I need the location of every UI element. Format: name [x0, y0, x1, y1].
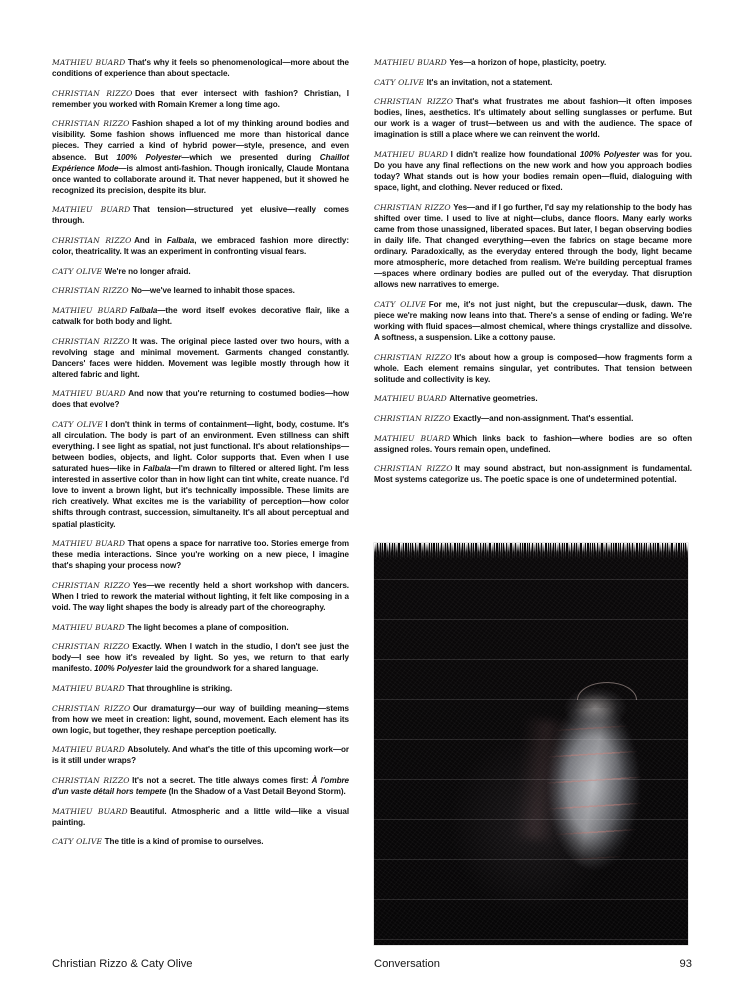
figure-torn-top-edge-detail	[374, 543, 688, 552]
dialogue-text: That throughline is striking.	[127, 684, 233, 694]
dialogue-paragraph	[374, 149, 692, 193]
speaker-name: CHRISTIAN RIZZO	[52, 119, 130, 129]
speaker-name: CATY OLIVE	[374, 299, 427, 309]
dialogue-paragraph	[374, 202, 692, 290]
dialogue-text: I don't think in terms of containment—light, body, costume. It's all circulation. The body is part of an environment. Even stillness can shift everything. I see light as spatial, not just functional. It's about relationships—between bodies, objects, and light. Color supports that. Even when I use saturated hues—like in	[52, 420, 349, 474]
speaker-name: CHRISTIAN RIZZO	[52, 336, 130, 346]
dialogue-text: (In the Shadow of a Vast Detail Beyond Storm).	[166, 787, 346, 797]
figure-grain-overlay	[374, 543, 688, 945]
dialogue-text: It's not a secret. The title always comes first:	[132, 776, 312, 786]
dialogue-paragraph	[52, 266, 349, 277]
speaker-name: CHRISTIAN RIZZO	[52, 88, 133, 98]
dialogue-paragraph	[52, 641, 349, 674]
work-title-italic: Falbala	[143, 464, 171, 474]
dialogue-text: Fashion shaped a lot of my thinking around bodies and visibility. Some fashion shows influenced me more than historical dance pieces. They carried a kind of hybrid power—style, presence, and even absence. But	[52, 119, 349, 162]
dialogue-text: It was. The original piece lasted over two hours, with a revolving stage and minimal movement. Garments changed constantly. Dancers' faces were hidden. Movement was legible mostly through how it altered fabric and light.	[52, 336, 349, 379]
work-title-italic: 100% Polyester	[116, 152, 182, 162]
dialogue-text: And now that you're returning to costumed bodies—how does that evolve?	[52, 389, 350, 410]
dialogue-text: —is almost anti-fashion. Though ironically, Claude Montana once wanted to collaborate around it. That never happened, but it showed he recognized its precision, despite its blur.	[52, 163, 349, 195]
dialogue-text: Exactly—and non-assignment. That's essential.	[453, 413, 634, 423]
dialogue-paragraph	[52, 419, 349, 529]
dialogue-text: Absolutely. And what's the title of this upcoming work—or is it still under wraps?	[52, 745, 349, 766]
dialogue-paragraph	[374, 433, 692, 455]
dialogue-paragraph	[52, 285, 349, 296]
speaker-name: CATY OLIVE	[52, 266, 103, 276]
speaker-name: MATHIEU BUARD	[52, 539, 126, 549]
dialogue-paragraph	[52, 775, 349, 797]
work-title-italic: 100% Polyester	[579, 150, 640, 160]
right-column	[374, 57, 692, 485]
speaker-name: MATHIEU BUARD	[52, 205, 131, 215]
work-title-italic: À l'ombre d'un vaste détail hors tempete	[52, 776, 349, 797]
dialogue-text: Beautiful. Atmospheric and a little wild—like a visual painting.	[52, 806, 350, 827]
speaker-name: CHRISTIAN RIZZO	[52, 286, 129, 296]
dialogue-paragraph	[52, 622, 349, 633]
dialogue-text: And in	[134, 235, 167, 245]
dialogue-paragraph	[52, 88, 349, 110]
speaker-name: MATHIEU BUARD	[374, 394, 447, 404]
speaker-name: MATHIEU BUARD	[374, 433, 451, 443]
work-title-italic: 100% Polyester	[94, 664, 153, 674]
dialogue-text: That tension—structured yet elusive—really comes through.	[52, 205, 349, 226]
speaker-name: CHRISTIAN RIZZO	[52, 642, 130, 652]
speaker-name: CHRISTIAN RIZZO	[374, 413, 451, 423]
dialogue-text: We're no longer afraid.	[104, 266, 191, 276]
speaker-name: MATHIEU BUARD	[52, 389, 126, 399]
dialogue-text: For me, it's not just night, but the crepuscular—dusk, dawn. The piece we're making now leans into that. There's a sense of ending or fading. We're working with fluid spaces—almost chemical, where things crystallize and dissolve. A softness, a suspension. Like a cottony pause.	[374, 299, 692, 342]
speaker-name: MATHIEU BUARD	[52, 745, 126, 755]
dialogue-paragraph	[374, 352, 692, 385]
dialogue-text: Yes—a horizon of hope, plasticity, poetry.	[449, 58, 607, 67]
speaker-name: CATY OLIVE	[52, 837, 103, 847]
speaker-name: MATHIEU BUARD	[374, 58, 447, 67]
dialogue-paragraph	[374, 96, 692, 140]
dialogue-paragraph	[374, 77, 692, 88]
speaker-name: MATHIEU BUARD	[52, 806, 128, 816]
dialogue-text: No—we've learned to inhabit those spaces.	[131, 286, 295, 296]
dialogue-text: Exactly. When I watch in the studio, I don't see just the body—I see how it's revealed by light. So yes, we return to that early manifesto.	[52, 642, 349, 674]
dialogue-text: laid the groundwork for a shared language.	[152, 664, 319, 674]
dialogue-paragraph	[52, 836, 349, 847]
footer-section-label: Conversation	[374, 958, 440, 970]
footer-authors: Christian Rizzo & Caty Olive	[52, 958, 193, 970]
dialogue-paragraph	[52, 580, 349, 613]
dialogue-paragraph	[374, 57, 692, 68]
dialogue-paragraph	[52, 538, 349, 571]
dialogue-text: It's an invitation, not a statement.	[426, 77, 553, 87]
dialogue-paragraph	[52, 305, 349, 327]
speaker-name: CATY OLIVE	[52, 420, 103, 430]
dialogue-paragraph	[374, 299, 692, 343]
speaker-name: CHRISTIAN RIZZO	[52, 580, 131, 590]
speaker-name: CHRISTIAN RIZZO	[374, 202, 451, 212]
dialogue-text: Which links back to fashion—where bodies are so often assigned roles. Yours remain open, undefined.	[374, 433, 692, 454]
speaker-name: CATY OLIVE	[374, 77, 425, 87]
work-title-italic: Falbala	[129, 305, 158, 315]
dialogue-paragraph	[52, 57, 349, 79]
speaker-name: MATHIEU BUARD	[52, 684, 125, 694]
dialogue-text: Our dramaturgy—our way of building meaning—stems from how we meet in creation: light, sound, movement. Each element has its own logic, but together, they reshape perception poetically.	[52, 703, 349, 735]
speaker-name: CHRISTIAN RIZZO	[52, 703, 131, 713]
dialogue-text: Yes—we recently held a short workshop with dancers. When I tried to rework the material without lighting, it felt like composing in a void. The way light shapes the body is already part of the choreography.	[52, 580, 349, 612]
dialogue-text: That's why it feels so phenomenological—more about the conditions of experience than about spectacle.	[52, 58, 349, 79]
work-title-italic: Chaillot Expérience Mode	[52, 152, 349, 173]
figure-photograph	[374, 543, 688, 945]
dialogue-paragraph	[52, 118, 349, 195]
dialogue-paragraph	[52, 744, 349, 766]
speaker-name: CHRISTIAN RIZZO	[52, 776, 130, 786]
dialogue-text: I didn't realize how foundational	[450, 150, 580, 160]
dialogue-paragraph	[52, 204, 349, 226]
speaker-name: MATHIEU BUARD	[52, 58, 126, 67]
dialogue-text: —the word itself evokes decorative flair, like a catwalk for both body and light.	[52, 305, 350, 326]
dialogue-paragraph	[52, 683, 349, 694]
page-footer	[52, 958, 692, 978]
dialogue-text: —I'm drawn to filtered or altered light. I'm less interested in assertive color than in how light can tint white, create nuance. I'd love to invent a brown light, but it's technically impossible. These limits are rich creatively. What excites me is the variability of perception—how color shifts through contrast, succession, simultaneity. It's all about perceptual and spatial plasticity.	[52, 464, 349, 529]
dialogue-paragraph	[374, 463, 692, 485]
dialogue-paragraph	[52, 336, 349, 380]
dialogue-text: —which we presented during	[181, 152, 320, 162]
speaker-name: CHRISTIAN RIZZO	[374, 97, 454, 107]
left-column	[52, 57, 349, 848]
dialogue-text: It may sound abstract, but non-assignment is fundamental. Most systems categorize us. The poetic space is one of undetermined potential.	[374, 464, 692, 485]
dialogue-text: That opens a space for narrative too. Stories emerge from these media interactions. Since you're working on a new piece, I imagine that's shaping your process now?	[52, 539, 349, 571]
speaker-name: MATHIEU BUARD	[374, 150, 449, 160]
dialogue-text: The light becomes a plane of composition.	[127, 622, 289, 632]
dialogue-text: Does that ever intersect with fashion? Christian, I remember you worked with Romain Kremer a long time ago.	[52, 88, 349, 109]
speaker-name: CHRISTIAN RIZZO	[374, 352, 452, 362]
work-title-italic: Falbala	[166, 235, 195, 245]
speaker-name: MATHIEU BUARD	[52, 622, 125, 632]
dialogue-text: The title is a kind of promise to ourselves.	[104, 837, 264, 847]
footer-page-number: 93	[679, 958, 692, 970]
dialogue-text: , we embraced fashion more directly: color, theatricality. It was an experiment in confronting visual fears.	[52, 235, 349, 257]
dialogue-text: It's about how a group is composed—how fragments form a whole. Each element remains singular, yet contributes. That tension between solitude and collectivity is key.	[374, 352, 692, 384]
dialogue-text: Yes—and if I go further, I'd say my relationship to the body has shifted over time. I used to live at night—clubs, dance floors. Many early works came from those unassigned, liberated spaces. But later, I began observing bodies in daily life. That changed everything—even the fabrics on stage became more ordinary. Paradoxically, as the everyday entered through the body, light became more atmospheric, more detached from realism. We're building perceptual frames—spaces where ordinary bodies are pulled out of the everyday. That disruption allows new narratives to emerge.	[374, 202, 692, 290]
dialogue-text: was for you. Do you have any final reflections on the new work and how you approach bodies today? What stands out is how your bodies remain open—fluid, dialoguing with space, light, and clothing. Never reduced or fixed.	[374, 150, 692, 193]
speaker-name: CHRISTIAN RIZZO	[52, 235, 132, 245]
dialogue-paragraph	[52, 703, 349, 736]
dialogue-text: Alternative geometries.	[449, 394, 538, 404]
dialogue-paragraph	[374, 393, 692, 404]
dialogue-paragraph	[52, 235, 349, 257]
speaker-name: MATHIEU BUARD	[52, 305, 128, 315]
dialogue-paragraph	[52, 388, 349, 410]
dialogue-paragraph	[52, 806, 349, 828]
speaker-name: CHRISTIAN RIZZO	[374, 464, 453, 474]
dialogue-text: That's what frustrates me about fashion—it often imposes bodies, lines, aesthetics. It's ultimately about selling sunglasses or perfume. But our work is a wager of trust—between us and with the audience. The space of imagination is still a place where we can reinvent the world.	[374, 97, 692, 140]
dialogue-paragraph	[374, 413, 692, 424]
